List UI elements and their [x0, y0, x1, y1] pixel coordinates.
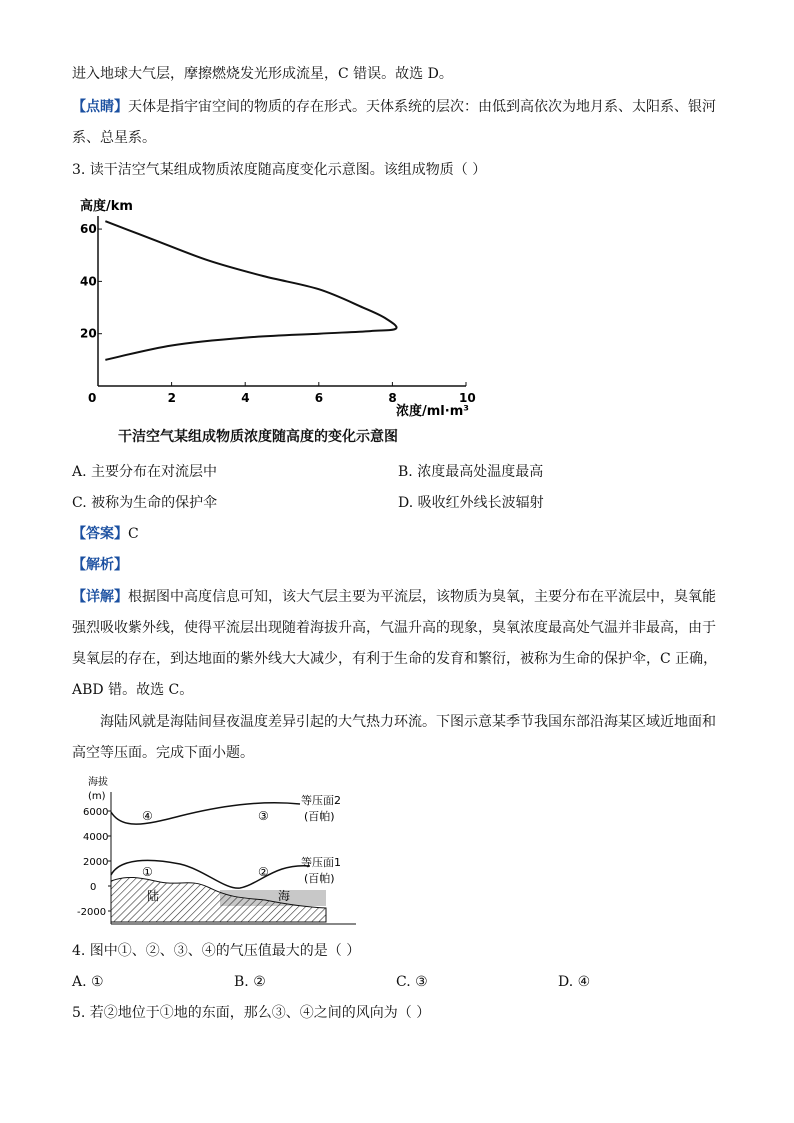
point-2: ② — [258, 865, 269, 879]
x-tick-label: 4 — [241, 391, 250, 405]
option-b[interactable]: B. 浓度最高处温度最高 — [398, 464, 544, 480]
x-tick-label: 2 — [167, 391, 176, 405]
answer-value: C — [128, 526, 139, 542]
pointer-paragraph — [72, 97, 716, 117]
option-a[interactable]: A. 主要分布在对流层中 — [72, 464, 218, 480]
intro-text: 海陆风就是海陆间昼夜温度差异引起的大气热力环流。下图示意某季节我国东部沿海某区域近地面和 — [100, 714, 716, 730]
text-line: 强烈吸收紫外线，使得平流层出现随着海拔升高，气温升高的现象，臭氧浓度最高处气温并非最高，由于 — [72, 620, 716, 636]
x-tick-label: 6 — [314, 391, 324, 405]
question-3-stem: 3. 读干洁空气某组成物质浓度随高度变化示意图。该组成物质（ ） — [72, 162, 487, 178]
text-line: 系、总星系。 — [72, 130, 156, 146]
sea-label: 海 — [278, 889, 291, 903]
point-1: ① — [142, 865, 153, 879]
surface2-unit: (百帕) — [304, 810, 335, 823]
intro-text: 高空等压面。完成下面小题。 — [72, 745, 254, 761]
y-tick-label: 0 — [90, 882, 97, 893]
y-tick-label: 60 — [80, 222, 97, 237]
isobaric-surface-2 — [111, 803, 300, 824]
x-tick-label: 10 — [459, 391, 476, 405]
q4-option-d[interactable]: D. ④ — [558, 974, 591, 990]
surface1-label: 等压面1 — [301, 856, 341, 869]
point-3: ③ — [258, 809, 269, 823]
detail-paragraph — [72, 587, 716, 607]
point-4: ④ — [142, 809, 153, 823]
ozone-chart — [70, 194, 490, 424]
option-c[interactable]: C. 被称为生命的保护伞 — [72, 495, 218, 511]
answer-line — [72, 524, 139, 544]
text-line: ABD 错。故选 C。 — [72, 682, 194, 698]
text-line: 进入地球大气层，摩擦燃烧发光形成流星，C 错误。故选 D。 — [72, 66, 453, 82]
q4-option-b[interactable]: B. ② — [234, 974, 266, 990]
chart-title: 干洁空气某组成物质浓度随高度的变化示意图 — [118, 429, 398, 445]
q4-option-a[interactable]: A. ① — [72, 974, 104, 990]
chart-xlabel: 浓度/ml·m³ — [396, 404, 469, 419]
pointer-text: 天体是指宇宙空间的物质的存在形式。天体系统的层次：由低到高依次为地月系、太阳系、银河 — [128, 99, 716, 115]
x-tick-label: 0 — [88, 391, 97, 405]
q4-option-c[interactable]: C. ③ — [396, 974, 428, 990]
answer-tag: 【答案】 — [72, 526, 128, 542]
surface1-unit: (百帕) — [304, 872, 335, 885]
y-tick-label: 2000 — [83, 857, 109, 868]
isobar-diagram — [60, 770, 360, 930]
y-tick-label: 40 — [80, 274, 97, 289]
detail-tag: 【详解】 — [72, 589, 128, 605]
chart-ylabel: 高度/km — [80, 199, 133, 214]
question-4-stem: 4. 图中①、②、③、④的气压值最大的是（ ） — [72, 943, 361, 959]
detail-text: 根据图中高度信息可知，该大气层主要为平流层，该物质为臭氧，主要分布在平流层中，臭氧能 — [128, 589, 716, 605]
surface2-label: 等压面2 — [301, 794, 341, 807]
land-label: 陆 — [147, 889, 160, 903]
analysis-tag: 【解析】 — [72, 557, 128, 573]
pointer-tag: 【点睛】 — [72, 99, 128, 115]
y-tick-label: 20 — [80, 326, 97, 341]
diagram-axis-unit: (m) — [88, 791, 106, 802]
y-tick-label: 6000 — [83, 807, 109, 818]
text-line: 臭氧层的存在，到达地面的紫外线大大减少，有利于生命的发育和繁衍，被称为生命的保护伞，C 正确， — [72, 651, 718, 667]
diagram-axis-title: 海拔 — [88, 777, 108, 788]
chart-series-line — [105, 221, 396, 360]
y-tick-label: 4000 — [83, 832, 109, 843]
x-tick-label: 8 — [388, 391, 397, 405]
y-tick-label: -2000 — [77, 907, 107, 918]
option-d[interactable]: D. 吸收红外线长波辐射 — [398, 495, 544, 511]
question-5-stem: 5. 若②地位于①地的东面，那么③、④之间的风向为（ ） — [72, 1005, 431, 1021]
